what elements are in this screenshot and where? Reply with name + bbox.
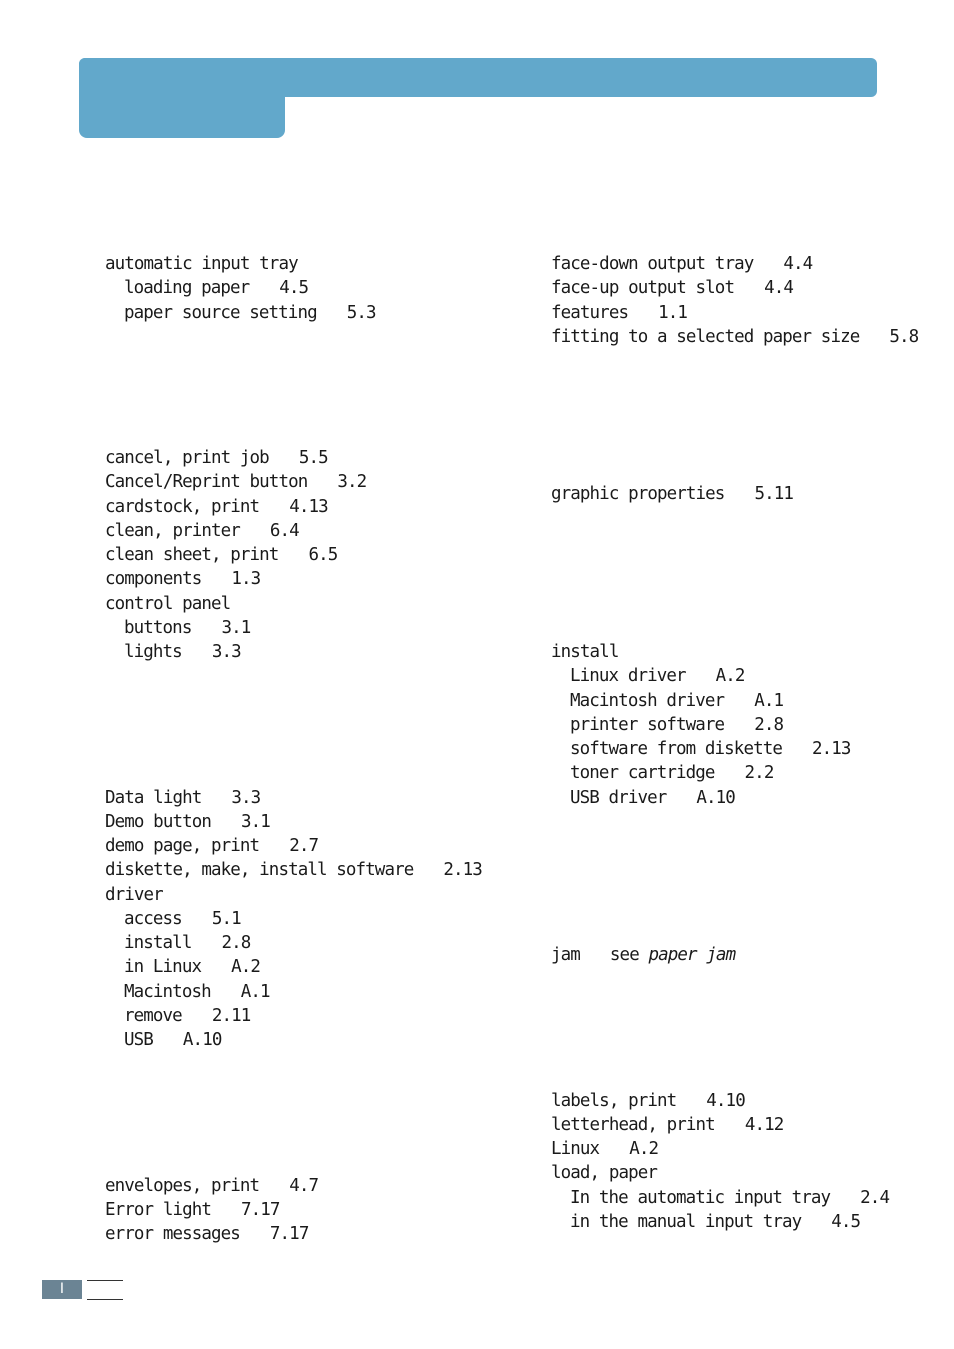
index-term: software from diskette	[570, 739, 782, 759]
index-subentry	[570, 1186, 889, 1210]
index-page-ref: 6.4	[269, 520, 299, 541]
index-term: loading paper	[124, 278, 250, 299]
index-subentry	[570, 713, 783, 737]
index-see-term: paper jam	[648, 945, 736, 966]
index-page-ref: 2.4	[860, 1187, 890, 1208]
index-term: letterhead, print	[551, 1114, 715, 1135]
index-entry	[551, 943, 735, 967]
index-entry	[105, 446, 328, 470]
footer-rule-bottom	[87, 1299, 123, 1300]
index-page-ref: 4.10	[706, 1090, 745, 1111]
index-subentry	[570, 761, 773, 785]
index-term: error messages	[105, 1224, 240, 1244]
index-page-ref: A.2	[231, 957, 261, 978]
index-entry	[105, 1198, 280, 1222]
index-page-ref: 3.1	[221, 617, 251, 638]
index-page-ref: 4.12	[744, 1114, 784, 1135]
index-term: face-up output slot	[551, 278, 735, 299]
index-entry	[105, 858, 482, 882]
index-page-ref: 3.1	[241, 811, 270, 832]
index-page-ref: 1.3	[231, 569, 261, 590]
index-subentry	[124, 640, 241, 664]
index-term: USB	[124, 1030, 153, 1050]
index-term: In the automatic input tray	[570, 1187, 831, 1208]
index-term: diskette, make, install software	[105, 860, 414, 881]
index-entry	[551, 252, 812, 276]
index-entry	[105, 1174, 318, 1198]
index-term: components	[105, 569, 202, 590]
index-term: Macintosh	[124, 981, 211, 1002]
index-page-ref: 2.13	[443, 860, 482, 881]
index-page-ref: 5.3	[346, 302, 376, 323]
index-term: paper source setting	[124, 302, 317, 323]
index-entry	[551, 301, 687, 325]
index-term: driver	[105, 884, 163, 905]
index-term: demo page, print	[105, 836, 260, 856]
index-page-ref: 5.5	[298, 448, 328, 468]
index-page-ref: 3.3	[231, 787, 261, 808]
index-term: access	[124, 908, 182, 929]
index-term: fitting to a selected paper size	[551, 326, 860, 347]
footer-page-label: I	[59, 1281, 65, 1297]
index-subentry	[124, 276, 308, 300]
index-term: automatic input tray	[105, 254, 298, 274]
index-entry	[551, 1161, 657, 1185]
index-page-ref: 4.4	[783, 254, 813, 274]
index-term: remove	[124, 1005, 182, 1026]
index-page-ref: A.10	[696, 787, 735, 808]
index-page-ref: 2.11	[211, 1005, 251, 1026]
index-term: Demo button	[105, 811, 211, 832]
index-subentry	[570, 737, 851, 761]
index-entry	[551, 482, 793, 506]
index-page-ref: 5.11	[754, 484, 793, 505]
index-term: cardstock, print	[105, 496, 260, 517]
index-term: cancel, print job	[105, 448, 269, 468]
index-page-ref: 4.4	[764, 278, 794, 299]
index-entry	[105, 252, 298, 276]
index-term: face-down output tray	[551, 254, 754, 274]
index-page-ref: 4.5	[831, 1211, 861, 1232]
index-page-ref: A.1	[240, 981, 270, 1002]
header-tab	[79, 58, 285, 138]
index-entry	[105, 810, 270, 834]
index-page-ref: 2.2	[744, 763, 774, 784]
index-term: install	[124, 933, 192, 953]
index-entry	[551, 1113, 783, 1137]
index-entry	[551, 276, 793, 300]
index-entry	[105, 786, 260, 810]
index-entry	[551, 325, 918, 349]
index-entry	[105, 519, 299, 543]
index-page-ref: 4.13	[289, 496, 328, 517]
index-page-ref: 7.17	[241, 1199, 280, 1220]
index-page-ref: A.1	[754, 690, 784, 711]
index-page-ref: 6.5	[308, 545, 338, 565]
index-page-ref: 3.3	[211, 642, 241, 662]
index-term: Linux driver	[570, 666, 686, 687]
index-subentry	[570, 664, 745, 688]
index-page-ref: 1.1	[658, 302, 688, 323]
index-see-word: see	[609, 945, 639, 966]
index-entry	[105, 883, 163, 907]
index-term: in Linux	[124, 957, 202, 978]
index-term: clean sheet, print	[105, 545, 279, 565]
index-page-ref: 2.8	[221, 933, 251, 953]
index-entry	[105, 543, 337, 567]
index-entry	[105, 834, 318, 858]
index-term: USB driver	[570, 787, 667, 808]
index-term: Macintosh driver	[570, 690, 725, 711]
index-entry	[551, 1089, 745, 1113]
index-subentry	[124, 931, 250, 955]
index-page-ref: 2.7	[289, 836, 319, 856]
index-entry	[551, 640, 618, 664]
index-page-ref: 3.2	[337, 472, 367, 493]
index-term: Data light	[105, 787, 202, 808]
index-page-ref: 4.7	[289, 1175, 319, 1196]
index-subentry	[570, 1210, 860, 1234]
index-term: printer software	[570, 714, 725, 735]
index-subentry	[124, 1028, 221, 1052]
index-page-ref: A.2	[629, 1139, 659, 1160]
index-page-ref: 7.17	[269, 1224, 309, 1244]
index-entry	[105, 567, 260, 591]
index-subentry	[124, 1004, 250, 1028]
index-term: Cancel/Reprint button	[105, 472, 308, 493]
index-entry	[105, 1222, 308, 1246]
index-term: jam	[551, 945, 580, 966]
index-page-ref: 4.5	[279, 278, 309, 299]
index-term: toner cartridge	[570, 763, 715, 784]
index-subentry	[124, 955, 260, 979]
index-term: envelopes, print	[105, 1175, 260, 1196]
index-subentry	[124, 616, 250, 640]
index-page-ref: A.2	[715, 666, 745, 687]
index-entry	[105, 495, 328, 519]
index-subentry	[124, 907, 241, 931]
index-term: features	[551, 302, 629, 323]
footer-rule-top	[87, 1280, 123, 1281]
index-term: in the manual input tray	[570, 1211, 802, 1232]
index-page-ref: 5.1	[211, 908, 241, 929]
index-page-ref: 2.8	[754, 714, 784, 735]
index-term: lights	[124, 642, 182, 662]
index-term: control panel	[105, 593, 231, 614]
index-term: clean, printer	[105, 520, 240, 541]
index-term: buttons	[124, 617, 192, 638]
index-page-ref: A.10	[182, 1030, 222, 1050]
index-term: graphic properties	[551, 484, 725, 505]
index-term: Error light	[105, 1199, 211, 1220]
index-term: labels, print	[551, 1090, 677, 1111]
index-entry	[105, 592, 230, 616]
footer-page-tab	[42, 1280, 82, 1299]
index-entry	[105, 470, 366, 494]
index-subentry	[124, 980, 270, 1004]
index-subentry	[570, 689, 783, 713]
index-subentry	[124, 301, 376, 325]
index-entry	[551, 1137, 658, 1161]
index-subentry	[570, 786, 735, 810]
index-term: load, paper	[551, 1163, 657, 1184]
index-page-ref: 2.13	[812, 739, 851, 759]
index-term: Linux	[551, 1139, 600, 1160]
index-page-ref: 5.8	[889, 326, 919, 347]
index-term: install	[551, 642, 619, 662]
